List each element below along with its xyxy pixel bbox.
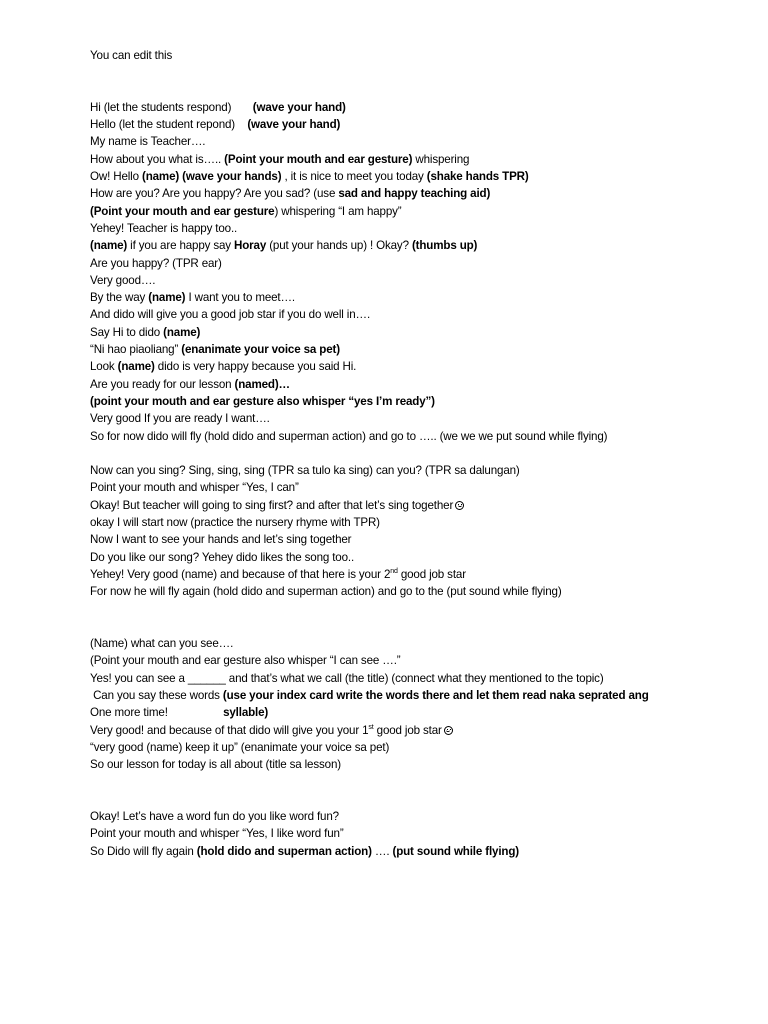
script-section [90,635,750,773]
line-text: (Name) what can you see…. [90,637,234,651]
line-text: Hello (let the student repond) [90,118,248,132]
line-text: (Point your mouth and ear gesture also whisper “I can see ….” [90,654,401,668]
bold-instruction: (wave your hand) [252,100,346,114]
bold-instruction: (point your mouth and ear gesture also whisper “yes I’m ready”) [90,394,435,408]
bold-instruction: Horay [234,239,267,253]
bold-instruction: (name) [90,239,128,253]
line-text: Ow! Hello [90,170,142,184]
spacer [90,618,750,635]
line-text: Very good…. [90,273,156,287]
script-line [90,670,750,687]
bold-instruction: (hold dido and superman action) [196,844,372,858]
script-line [90,185,750,202]
bold-instruction: (thumbs up) [411,239,478,253]
script-line [90,687,750,704]
bold-instruction: (name) [148,291,186,305]
line-text: Okay! But teacher will going to sing first? and after that let’s sing together [90,498,454,512]
document-body[interactable] [90,47,750,860]
script-line [90,531,750,548]
bold-instruction: (shake hands TPR) [426,170,529,184]
bold-instruction: (Point your mouth and ear gesture) [224,152,413,166]
script-line [90,168,750,185]
script-line [90,393,750,410]
bold-instruction: sad and happy teaching aid) [338,187,491,201]
bold-instruction: (name) (wave your hands) [141,170,282,184]
line-text: Very good If you are ready I want…. [90,412,270,426]
line-text: Yehey! Teacher is happy too.. [90,221,238,235]
script-line [90,756,750,773]
script-line [90,704,750,721]
script-line [90,497,750,514]
bold-instruction: (wave your hand) [247,118,341,132]
script-line [90,514,750,531]
spacer [90,64,750,81]
bold-instruction: (name) [117,360,155,374]
line-text: Very good! and because of that dido will give you your 1 [90,723,369,737]
line-text: Now can you sing? Sing, sing, sing (TPR sa tulo ka sing) can you? (TPR sa dalungan) [90,464,520,478]
spacer [90,82,750,99]
script-line [90,410,750,427]
line-text: Say Hi to dido [90,325,164,339]
line-text: ) whispering “I am happy” [274,204,402,218]
script-line [90,220,750,237]
script-line [90,289,750,306]
line-text: Can you say these words [90,688,223,702]
line-text: Yes! you can see a ______ and that’s what we call (the title) (connect what they mentioned to the topic) [90,671,604,685]
smiley-icon [444,726,453,735]
line-text: Hi (let the students respond) [90,100,253,114]
script-line [90,255,750,272]
script-line [90,306,750,323]
line-text: Yehey! Very good (name) and because of that here is your 2 [90,567,391,581]
script-line [90,376,750,393]
line-text: Are you ready for our lesson [90,377,235,391]
script-line [90,549,750,566]
script-line [90,358,750,375]
document-header: You can edit this [90,49,173,62]
bold-instruction: (named)… [234,377,290,391]
script-line [90,116,750,133]
script-line [90,133,750,150]
line-text: “Ni hao piaoliang” [90,343,182,357]
line-text: good job star [373,723,442,737]
spacer [90,791,750,808]
bold-instruction: (name) [163,325,201,339]
script-line [90,566,750,583]
line-text: Are you happy? (TPR ear) [90,256,222,270]
script-line [90,722,750,739]
line-text: Do you like our song? Yehey dido likes the song too.. [90,550,355,564]
smiley-icon [455,501,464,510]
script-line [90,203,750,220]
script-line [90,99,750,116]
line-text: okay I will start now (practice the nursery rhyme with TPR) [90,516,380,530]
script-sections [90,99,750,860]
line-text: So for now dido will fly (hold dido and superman action) and go to ….. (we we we put sound while flying) [90,429,608,443]
line-text: So Dido will fly again [90,844,197,858]
line-text: (put your hands up) ! Okay? [266,239,412,253]
line-text: Okay! Let’s have a word fun do you like word fun? [90,810,339,824]
line-text: One more time! [90,706,224,720]
script-line [90,825,750,842]
bold-instruction: (put sound while flying) [392,844,519,858]
bold-instruction: (use your index card write the words there and let them read naka seprated ang [222,688,649,702]
script-section [90,808,750,860]
script-line [90,237,750,254]
bold-instruction: syllable) [223,706,269,720]
script-line [90,272,750,289]
line-text: good job star [397,567,466,581]
script-section [90,462,750,600]
line-text: Look [90,360,118,374]
line-text: whispering [412,152,470,166]
script-line [90,324,750,341]
line-text: Now I want to see your hands and let’s sing together [90,533,352,547]
script-line [90,635,750,652]
line-text: I want you to meet…. [185,291,296,305]
line-text: , it is nice to meet you today [281,170,427,184]
line-text: …. [371,844,393,858]
line-text: And dido will give you a good job star if you do well in…. [90,308,371,322]
line-text: dido is very happy because you said Hi. [154,360,357,374]
ordinal-suffix: st [368,723,374,731]
spacer [90,445,750,462]
line-text: How about you what is….. [90,152,225,166]
line-text: How are you? Are you happy? Are you sad? (use [90,187,339,201]
line-text: Point your mouth and whisper “Yes, I like word fun” [90,827,344,841]
script-line [90,808,750,825]
bold-instruction: (enanimate your voice sa pet) [181,343,340,357]
script-line [90,428,750,445]
ordinal-suffix: nd [390,567,398,575]
script-line [90,479,750,496]
script-line [90,583,750,600]
script-line [90,739,750,756]
script-line [90,652,750,669]
spacer [90,773,750,790]
line-text: By the way [90,291,149,305]
line-text: Point your mouth and whisper “Yes, I can” [90,481,299,495]
script-line [90,843,750,860]
script-line [90,341,750,358]
script-section [90,99,750,445]
line-text: For now he will fly again (hold dido and superman action) and go to the (put sound while flying) [90,585,562,599]
bold-instruction: (Point your mouth and ear gesture [90,204,275,218]
line-text: if you are happy say [127,239,235,253]
line-text: “very good (name) keep it up” (enanimate your voice sa pet) [90,740,390,754]
line-text: So our lesson for today is all about (title sa lesson) [90,758,341,772]
line-text: My name is Teacher…. [90,135,206,149]
spacer [90,601,750,618]
script-line [90,462,750,479]
script-line [90,151,750,168]
